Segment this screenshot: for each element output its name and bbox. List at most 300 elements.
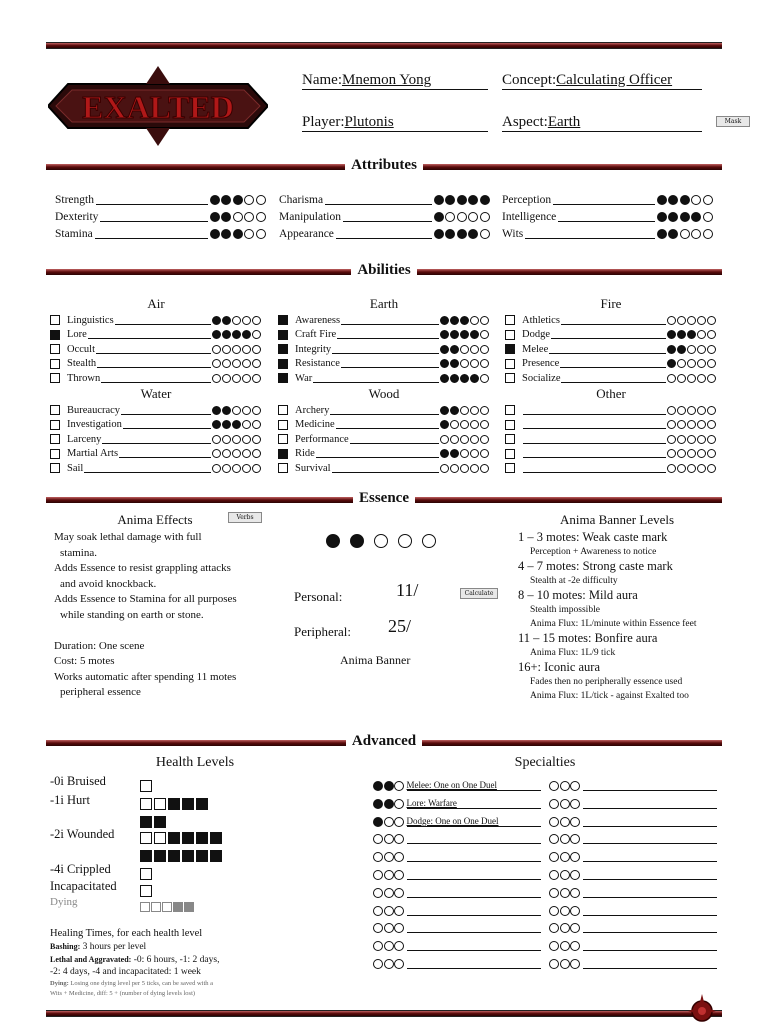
empty-dot[interactable] xyxy=(560,888,570,898)
favored-checkbox[interactable] xyxy=(278,434,288,444)
ability-row[interactable] xyxy=(278,328,490,342)
empty-dot[interactable] xyxy=(222,435,231,444)
empty-dot[interactable] xyxy=(242,345,251,354)
ability-row[interactable] xyxy=(505,447,717,461)
specialty-dots[interactable] xyxy=(549,798,581,809)
empty-dot[interactable] xyxy=(697,449,706,458)
specialty-dots[interactable] xyxy=(549,869,581,880)
ability-row[interactable] xyxy=(50,371,262,385)
empty-dot[interactable] xyxy=(373,852,383,862)
empty-dot[interactable] xyxy=(212,345,221,354)
empty-dot[interactable] xyxy=(252,420,261,429)
ability-row[interactable] xyxy=(278,342,490,356)
filled-dot[interactable] xyxy=(470,330,479,339)
specialty-text[interactable] xyxy=(407,886,542,898)
empty-dot[interactable] xyxy=(549,906,559,916)
ability-dots[interactable] xyxy=(212,358,262,369)
favored-checkbox[interactable] xyxy=(50,330,60,340)
favored-checkbox[interactable] xyxy=(505,359,515,369)
specialty-row[interactable] xyxy=(373,830,541,844)
empty-dot[interactable] xyxy=(703,212,713,222)
empty-dot[interactable] xyxy=(460,464,469,473)
filled-dot[interactable] xyxy=(657,229,667,239)
empty-dot[interactable] xyxy=(256,212,266,222)
filled-dot[interactable] xyxy=(668,195,678,205)
specialty-row[interactable] xyxy=(549,937,717,951)
empty-dot[interactable] xyxy=(384,941,394,951)
specialty-dots[interactable] xyxy=(373,940,405,951)
attribute-row[interactable] xyxy=(279,192,491,208)
empty-dot[interactable] xyxy=(394,941,404,951)
empty-dot[interactable] xyxy=(373,906,383,916)
favored-checkbox[interactable] xyxy=(278,463,288,473)
empty-dot[interactable] xyxy=(384,923,394,933)
empty-dot[interactable] xyxy=(384,906,394,916)
health-box[interactable] xyxy=(154,816,166,828)
empty-dot[interactable] xyxy=(222,449,231,458)
specialty-text[interactable] xyxy=(407,921,542,933)
empty-dot[interactable] xyxy=(560,870,570,880)
attribute-dots[interactable] xyxy=(657,194,715,206)
empty-dot[interactable] xyxy=(480,464,489,473)
empty-dot[interactable] xyxy=(394,852,404,862)
attribute-row[interactable] xyxy=(502,226,714,242)
empty-dot[interactable] xyxy=(560,906,570,916)
specialty-row[interactable] xyxy=(373,902,541,916)
health-boxes-dying[interactable] xyxy=(140,896,195,915)
empty-dot[interactable] xyxy=(697,330,706,339)
empty-dot[interactable] xyxy=(707,359,716,368)
favored-checkbox[interactable] xyxy=(50,434,60,444)
ability-dots[interactable] xyxy=(212,344,262,355)
empty-dot[interactable] xyxy=(252,374,261,383)
empty-dot[interactable] xyxy=(480,345,489,354)
favored-checkbox[interactable] xyxy=(505,405,515,415)
empty-dot[interactable] xyxy=(549,923,559,933)
dying-box[interactable] xyxy=(184,902,194,912)
dying-box[interactable] xyxy=(140,902,150,912)
empty-dot[interactable] xyxy=(697,464,706,473)
filled-dot[interactable] xyxy=(212,420,221,429)
attribute-row[interactable] xyxy=(502,192,714,208)
specialty-text[interactable] xyxy=(583,921,718,933)
filled-dot[interactable] xyxy=(687,330,696,339)
empty-dot[interactable] xyxy=(560,817,570,827)
ability-row[interactable] xyxy=(505,418,717,432)
specialty-dots[interactable] xyxy=(373,798,405,809)
specialty-dots[interactable] xyxy=(549,958,581,969)
empty-dot[interactable] xyxy=(560,799,570,809)
empty-dot[interactable] xyxy=(570,799,580,809)
empty-dot[interactable] xyxy=(373,888,383,898)
specialty-text[interactable] xyxy=(583,815,718,827)
filled-dot[interactable] xyxy=(373,781,383,791)
filled-dot[interactable] xyxy=(232,420,241,429)
empty-dot[interactable] xyxy=(252,435,261,444)
specialty-dots[interactable] xyxy=(549,833,581,844)
empty-dot[interactable] xyxy=(687,464,696,473)
empty-dot[interactable] xyxy=(697,374,706,383)
empty-dot[interactable] xyxy=(373,941,383,951)
empty-dot[interactable] xyxy=(398,534,412,548)
favored-checkbox[interactable] xyxy=(50,449,60,459)
empty-dot[interactable] xyxy=(440,435,449,444)
name-field[interactable] xyxy=(302,72,488,90)
favored-checkbox[interactable] xyxy=(50,420,60,430)
filled-dot[interactable] xyxy=(450,449,459,458)
specialty-row[interactable] xyxy=(373,866,541,880)
empty-dot[interactable] xyxy=(560,834,570,844)
specialty-text[interactable] xyxy=(407,957,542,969)
specialty-text[interactable] xyxy=(583,779,718,791)
health-box[interactable] xyxy=(168,798,180,810)
empty-dot[interactable] xyxy=(560,781,570,791)
health-box[interactable] xyxy=(154,798,166,810)
filled-dot[interactable] xyxy=(212,406,221,415)
empty-dot[interactable] xyxy=(256,195,266,205)
empty-dot[interactable] xyxy=(549,959,559,969)
filled-dot[interactable] xyxy=(440,449,449,458)
filled-dot[interactable] xyxy=(450,359,459,368)
ability-row[interactable] xyxy=(278,418,490,432)
filled-dot[interactable] xyxy=(222,420,231,429)
specialty-dots[interactable] xyxy=(549,816,581,827)
aspect-field[interactable] xyxy=(502,114,702,132)
empty-dot[interactable] xyxy=(667,449,676,458)
empty-dot[interactable] xyxy=(687,345,696,354)
empty-dot[interactable] xyxy=(707,345,716,354)
ability-dots[interactable] xyxy=(667,463,717,474)
specialty-row[interactable] xyxy=(549,795,717,809)
empty-dot[interactable] xyxy=(677,406,686,415)
verbs-button[interactable]: Verbs xyxy=(228,512,262,523)
favored-checkbox[interactable] xyxy=(505,434,515,444)
filled-dot[interactable] xyxy=(212,316,221,325)
health-box[interactable] xyxy=(196,798,208,810)
filled-dot[interactable] xyxy=(668,212,678,222)
empty-dot[interactable] xyxy=(422,534,436,548)
empty-dot[interactable] xyxy=(677,316,686,325)
empty-dot[interactable] xyxy=(450,435,459,444)
ability-dots[interactable] xyxy=(667,419,717,430)
empty-dot[interactable] xyxy=(242,374,251,383)
empty-dot[interactable] xyxy=(252,345,261,354)
empty-dot[interactable] xyxy=(697,345,706,354)
filled-dot[interactable] xyxy=(210,229,220,239)
ability-dots[interactable] xyxy=(212,329,262,340)
empty-dot[interactable] xyxy=(703,229,713,239)
favored-checkbox[interactable] xyxy=(278,373,288,383)
filled-dot[interactable] xyxy=(212,330,221,339)
empty-dot[interactable] xyxy=(480,406,489,415)
health-box[interactable] xyxy=(140,832,152,844)
specialty-row[interactable] xyxy=(373,813,541,827)
health-box[interactable] xyxy=(210,850,222,862)
filled-dot[interactable] xyxy=(350,534,364,548)
health-boxes-wounded[interactable] xyxy=(140,828,252,864)
empty-dot[interactable] xyxy=(460,359,469,368)
empty-dot[interactable] xyxy=(570,817,580,827)
empty-dot[interactable] xyxy=(232,435,241,444)
empty-dot[interactable] xyxy=(470,359,479,368)
filled-dot[interactable] xyxy=(691,212,701,222)
specialty-row[interactable] xyxy=(373,795,541,809)
filled-dot[interactable] xyxy=(440,330,449,339)
empty-dot[interactable] xyxy=(691,195,701,205)
empty-dot[interactable] xyxy=(242,435,251,444)
empty-dot[interactable] xyxy=(233,212,243,222)
empty-dot[interactable] xyxy=(697,316,706,325)
filled-dot[interactable] xyxy=(667,345,676,354)
health-box[interactable] xyxy=(182,798,194,810)
ability-dots[interactable] xyxy=(440,405,490,416)
ability-dots[interactable] xyxy=(440,463,490,474)
specialty-dots[interactable] xyxy=(373,780,405,791)
empty-dot[interactable] xyxy=(242,420,251,429)
filled-dot[interactable] xyxy=(326,534,340,548)
filled-dot[interactable] xyxy=(657,195,667,205)
empty-dot[interactable] xyxy=(232,345,241,354)
favored-checkbox[interactable] xyxy=(50,359,60,369)
empty-dot[interactable] xyxy=(560,923,570,933)
empty-dot[interactable] xyxy=(667,420,676,429)
empty-dot[interactable] xyxy=(384,817,394,827)
health-boxes-bruised[interactable] xyxy=(140,775,154,794)
empty-dot[interactable] xyxy=(549,799,559,809)
attribute-row[interactable] xyxy=(55,192,267,208)
filled-dot[interactable] xyxy=(232,330,241,339)
empty-dot[interactable] xyxy=(468,212,478,222)
empty-dot[interactable] xyxy=(560,959,570,969)
empty-dot[interactable] xyxy=(707,374,716,383)
empty-dot[interactable] xyxy=(667,374,676,383)
filled-dot[interactable] xyxy=(440,374,449,383)
empty-dot[interactable] xyxy=(677,374,686,383)
empty-dot[interactable] xyxy=(232,464,241,473)
specialty-dots[interactable] xyxy=(373,905,405,916)
favored-checkbox[interactable] xyxy=(278,449,288,459)
empty-dot[interactable] xyxy=(242,449,251,458)
favored-checkbox[interactable] xyxy=(50,315,60,325)
filled-dot[interactable] xyxy=(480,195,490,205)
ability-row[interactable] xyxy=(278,461,490,475)
ability-row[interactable] xyxy=(505,403,717,417)
empty-dot[interactable] xyxy=(384,870,394,880)
empty-dot[interactable] xyxy=(212,449,221,458)
empty-dot[interactable] xyxy=(470,449,479,458)
health-box[interactable] xyxy=(154,832,166,844)
filled-dot[interactable] xyxy=(221,212,231,222)
calculate-button[interactable]: Calculate xyxy=(460,588,498,599)
attribute-dots[interactable] xyxy=(434,228,492,240)
specialty-text[interactable] xyxy=(407,832,542,844)
empty-dot[interactable] xyxy=(394,888,404,898)
ability-dots[interactable] xyxy=(667,358,717,369)
specialty-text[interactable] xyxy=(583,832,718,844)
filled-dot[interactable] xyxy=(450,406,459,415)
empty-dot[interactable] xyxy=(677,464,686,473)
health-box[interactable] xyxy=(154,850,166,862)
empty-dot[interactable] xyxy=(457,212,467,222)
empty-dot[interactable] xyxy=(480,212,490,222)
ability-row[interactable] xyxy=(278,403,490,417)
health-box[interactable] xyxy=(210,832,222,844)
empty-dot[interactable] xyxy=(244,212,254,222)
empty-dot[interactable] xyxy=(480,374,489,383)
filled-dot[interactable] xyxy=(450,374,459,383)
ability-row[interactable] xyxy=(50,432,262,446)
filled-dot[interactable] xyxy=(440,420,449,429)
filled-dot[interactable] xyxy=(450,330,459,339)
peripheral-value[interactable]: 25/ xyxy=(388,616,412,636)
health-box[interactable] xyxy=(140,885,152,897)
ability-row[interactable] xyxy=(50,447,262,461)
empty-dot[interactable] xyxy=(703,195,713,205)
specialty-dots[interactable] xyxy=(549,940,581,951)
ability-row[interactable] xyxy=(505,328,717,342)
empty-dot[interactable] xyxy=(242,359,251,368)
empty-dot[interactable] xyxy=(384,959,394,969)
empty-dot[interactable] xyxy=(697,359,706,368)
empty-dot[interactable] xyxy=(252,449,261,458)
specialty-text[interactable] xyxy=(407,868,542,880)
specialty-row[interactable] xyxy=(549,830,717,844)
empty-dot[interactable] xyxy=(450,464,459,473)
empty-dot[interactable] xyxy=(697,435,706,444)
favored-checkbox[interactable] xyxy=(50,344,60,354)
mask-button[interactable]: Mask xyxy=(716,116,750,127)
specialty-dots[interactable] xyxy=(373,816,405,827)
specialty-text[interactable] xyxy=(583,868,718,880)
empty-dot[interactable] xyxy=(232,359,241,368)
specialty-text[interactable] xyxy=(407,850,542,862)
filled-dot[interactable] xyxy=(373,817,383,827)
specialty-row[interactable] xyxy=(549,884,717,898)
filled-dot[interactable] xyxy=(460,316,469,325)
ability-dots[interactable] xyxy=(212,434,262,445)
specialty-row[interactable] xyxy=(549,813,717,827)
empty-dot[interactable] xyxy=(667,464,676,473)
empty-dot[interactable] xyxy=(244,195,254,205)
empty-dot[interactable] xyxy=(707,316,716,325)
filled-dot[interactable] xyxy=(667,359,676,368)
ability-row[interactable] xyxy=(505,432,717,446)
filled-dot[interactable] xyxy=(233,229,243,239)
health-box[interactable] xyxy=(182,832,194,844)
empty-dot[interactable] xyxy=(570,852,580,862)
filled-dot[interactable] xyxy=(668,229,678,239)
empty-dot[interactable] xyxy=(570,834,580,844)
empty-dot[interactable] xyxy=(680,229,690,239)
empty-dot[interactable] xyxy=(697,420,706,429)
empty-dot[interactable] xyxy=(222,374,231,383)
ability-row[interactable] xyxy=(278,313,490,327)
specialty-text[interactable] xyxy=(407,904,542,916)
empty-dot[interactable] xyxy=(691,229,701,239)
ability-dots[interactable] xyxy=(667,329,717,340)
empty-dot[interactable] xyxy=(570,959,580,969)
filled-dot[interactable] xyxy=(210,195,220,205)
empty-dot[interactable] xyxy=(460,345,469,354)
filled-dot[interactable] xyxy=(677,345,686,354)
attribute-dots[interactable] xyxy=(657,228,715,240)
empty-dot[interactable] xyxy=(549,834,559,844)
specialty-row[interactable] xyxy=(373,777,541,791)
empty-dot[interactable] xyxy=(677,449,686,458)
attribute-row[interactable] xyxy=(55,226,267,242)
empty-dot[interactable] xyxy=(384,888,394,898)
favored-checkbox[interactable] xyxy=(278,330,288,340)
empty-dot[interactable] xyxy=(450,420,459,429)
filled-dot[interactable] xyxy=(440,316,449,325)
empty-dot[interactable] xyxy=(470,464,479,473)
empty-dot[interactable] xyxy=(460,435,469,444)
empty-dot[interactable] xyxy=(232,316,241,325)
empty-dot[interactable] xyxy=(677,420,686,429)
empty-dot[interactable] xyxy=(232,449,241,458)
filled-dot[interactable] xyxy=(440,345,449,354)
ability-row[interactable] xyxy=(50,357,262,371)
ability-dots[interactable] xyxy=(440,358,490,369)
empty-dot[interactable] xyxy=(256,229,266,239)
ability-dots[interactable] xyxy=(440,315,490,326)
favored-checkbox[interactable] xyxy=(50,405,60,415)
empty-dot[interactable] xyxy=(707,330,716,339)
empty-dot[interactable] xyxy=(549,888,559,898)
health-box[interactable] xyxy=(140,850,152,862)
specialty-text[interactable] xyxy=(583,886,718,898)
health-boxes-hurt[interactable] xyxy=(140,794,235,830)
empty-dot[interactable] xyxy=(470,406,479,415)
empty-dot[interactable] xyxy=(252,406,261,415)
empty-dot[interactable] xyxy=(570,923,580,933)
specialty-dots[interactable] xyxy=(549,905,581,916)
health-box[interactable] xyxy=(140,798,152,810)
filled-dot[interactable] xyxy=(677,330,686,339)
attribute-row[interactable] xyxy=(279,209,491,225)
empty-dot[interactable] xyxy=(480,435,489,444)
health-box[interactable] xyxy=(196,832,208,844)
filled-dot[interactable] xyxy=(460,330,469,339)
empty-dot[interactable] xyxy=(707,420,716,429)
favored-checkbox[interactable] xyxy=(278,359,288,369)
empty-dot[interactable] xyxy=(373,870,383,880)
filled-dot[interactable] xyxy=(384,799,394,809)
specialty-dots[interactable] xyxy=(549,780,581,791)
filled-dot[interactable] xyxy=(434,195,444,205)
empty-dot[interactable] xyxy=(560,852,570,862)
empty-dot[interactable] xyxy=(687,420,696,429)
health-box[interactable] xyxy=(140,780,152,792)
empty-dot[interactable] xyxy=(394,959,404,969)
specialty-text[interactable] xyxy=(407,939,542,951)
ability-row[interactable] xyxy=(50,328,262,342)
empty-dot[interactable] xyxy=(667,316,676,325)
player-field[interactable] xyxy=(302,114,488,132)
empty-dot[interactable] xyxy=(384,852,394,862)
ability-row[interactable] xyxy=(278,371,490,385)
empty-dot[interactable] xyxy=(480,330,489,339)
specialty-text[interactable] xyxy=(583,939,718,951)
filled-dot[interactable] xyxy=(440,406,449,415)
favored-checkbox[interactable] xyxy=(278,405,288,415)
filled-dot[interactable] xyxy=(434,229,444,239)
specialty-row[interactable] xyxy=(549,866,717,880)
health-box[interactable] xyxy=(168,850,180,862)
ability-dots[interactable] xyxy=(440,373,490,384)
ability-dots[interactable] xyxy=(440,419,490,430)
empty-dot[interactable] xyxy=(667,435,676,444)
